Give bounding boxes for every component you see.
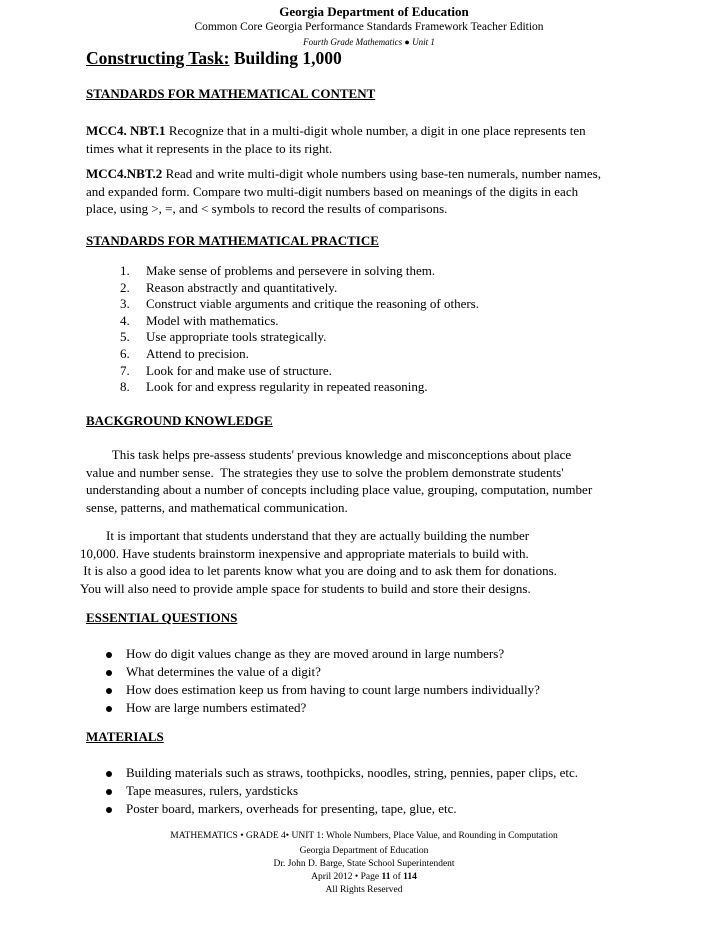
standard-nbt2-text-cont2: place, using >, =, and < symbols to record the results of comparisons. [86, 201, 448, 216]
paragraph-line: value and number sense. The strategies they use to solve the problem demonstrate students' [86, 464, 564, 480]
practice-number: 3. [120, 296, 130, 312]
bullet-icon [106, 789, 112, 795]
bullet-icon [106, 807, 112, 813]
standard-nbt2 [86, 165, 666, 218]
practice-item [120, 363, 479, 380]
heading-materials: MATERIALS [86, 729, 164, 744]
task-title-text: Building 1,000 [229, 48, 342, 68]
essential-question [102, 663, 540, 681]
standard-nbt2-code: MCC4.NBT.2 [86, 166, 163, 181]
heading-content-standards: STANDARDS FOR MATHEMATICAL CONTENT [86, 86, 376, 101]
background-paragraph-1 [86, 446, 686, 516]
practice-item [120, 329, 479, 346]
essential-question [102, 645, 540, 663]
practice-text: Use appropriate tools strategically. [146, 329, 327, 345]
standard-nbt1-text: Recognize that in a multi-digit whole number, a digit in one place represents ten [165, 123, 586, 138]
practice-item [120, 296, 479, 313]
materials-list [102, 764, 578, 818]
footer-organization: Georgia Department of Education [299, 846, 429, 856]
paragraph-line: It is important that students understand that they are actually building the number [80, 528, 530, 543]
material-item-text: Poster board, markers, overheads for presenting, tape, glue, etc. [126, 801, 457, 816]
background-paragraph-2 [80, 527, 680, 597]
essential-question-text: What determines the value of a digit? [126, 664, 321, 679]
paragraph-line: sense, patterns, and mathematical communication. [86, 499, 348, 515]
bullet-icon [106, 706, 112, 712]
practice-number: 1. [120, 263, 130, 278]
footer-course: MATHEMATICS • GRADE 4• UNIT 1: Whole Numbers, Place Value, and Rounding in Computation [170, 831, 558, 841]
practice-item [120, 346, 479, 363]
task-title [86, 48, 342, 69]
footer-superintendent: Dr. John D. Barge, State School Superintendent [273, 859, 455, 869]
material-item-text: Tape measures, rulers, yardsticks [126, 783, 299, 798]
header-framework: Common Core Georgia Performance Standards Framework Teacher Edition [194, 21, 544, 33]
page-number: 11 [381, 872, 391, 882]
footer-date: April 2012 • Page [311, 872, 382, 882]
heading-practice-standards: STANDARDS FOR MATHEMATICAL PRACTICE [86, 233, 379, 248]
footer-of: of [390, 872, 404, 882]
footer-rights: All Rights Reserved [325, 885, 403, 895]
essential-question-text: How does estimation keep us from having to count large numbers individually? [126, 682, 540, 697]
practice-item [120, 379, 479, 396]
practice-number: 7. [120, 362, 130, 378]
practice-text: Attend to precision. [146, 345, 249, 361]
page-total: 114 [403, 872, 417, 882]
paragraph-line: You will also need to provide ample space for students to build and store their designs. [80, 580, 531, 596]
bullet-icon [106, 771, 112, 777]
bullet-icon [106, 688, 112, 694]
practice-text: Model with mathematics. [146, 312, 279, 328]
standard-nbt2-text: Read and write multi-digit whole numbers using base-ten numerals, number names, [162, 166, 601, 181]
essential-question-text: How are large numbers estimated? [126, 700, 307, 715]
essential-questions-list [102, 645, 540, 717]
essential-question-text: How do digit values change as they are moved around in large numbers? [126, 646, 505, 661]
standard-nbt1-text-cont: times what it represents in the place to its right. [86, 140, 333, 156]
task-title-label: Constructing Task: [86, 48, 230, 68]
essential-question [102, 699, 540, 717]
header-organization: Georgia Department of Education [279, 4, 469, 19]
standard-nbt2-text-cont: and expanded form. Compare two multi-digit numbers based on meanings of the digits in each [86, 183, 579, 199]
practice-number: 4. [120, 312, 130, 328]
bullet-icon [106, 670, 112, 676]
practice-item [120, 263, 479, 280]
heading-background-knowledge: BACKGROUND KNOWLEDGE [86, 413, 273, 428]
practice-text: Look for and make use of structure. [146, 362, 332, 378]
practice-item [120, 280, 479, 297]
material-item [102, 764, 578, 782]
essential-question [102, 681, 540, 699]
practice-item [120, 313, 479, 330]
paragraph-line: It is also a good idea to let parents know what you are doing and to ask them for donations. [80, 563, 557, 578]
bullet-icon [106, 652, 112, 658]
standard-nbt1 [86, 122, 666, 157]
material-item [102, 782, 578, 800]
header-unit: Fourth Grade Mathematics ● Unit 1 [303, 37, 435, 47]
paragraph-line: 10,000. Have students brainstorm inexpensive and appropriate materials to build with. [80, 545, 529, 561]
practice-text: Reason abstractly and quantitatively. [146, 279, 338, 295]
paragraph-line: This task helps pre-assess students' previous knowledge and misconceptions about place [86, 447, 572, 462]
paragraph-line: understanding about a number of concepts including place value, grouping, computation, number [86, 482, 593, 497]
practice-number: 2. [120, 279, 130, 295]
material-item [102, 800, 578, 818]
practice-text: Look for and express regularity in repeated reasoning. [146, 379, 428, 395]
heading-essential-questions: ESSENTIAL QUESTIONS [86, 610, 238, 625]
practice-text: Make sense of problems and persevere in solving them. [146, 263, 436, 278]
practice-text: Construct viable arguments and critique the reasoning of others. [146, 296, 479, 312]
practice-number: 6. [120, 345, 130, 361]
footer-page-info [0, 872, 728, 882]
standard-nbt1-code: MCC4. NBT.1 [86, 123, 166, 138]
practice-number: 5. [120, 329, 130, 345]
practice-list [120, 263, 479, 396]
material-item-text: Building materials such as straws, toothpicks, noodles, string, pennies, paper clips, etc. [126, 765, 579, 780]
practice-number: 8. [120, 379, 130, 395]
